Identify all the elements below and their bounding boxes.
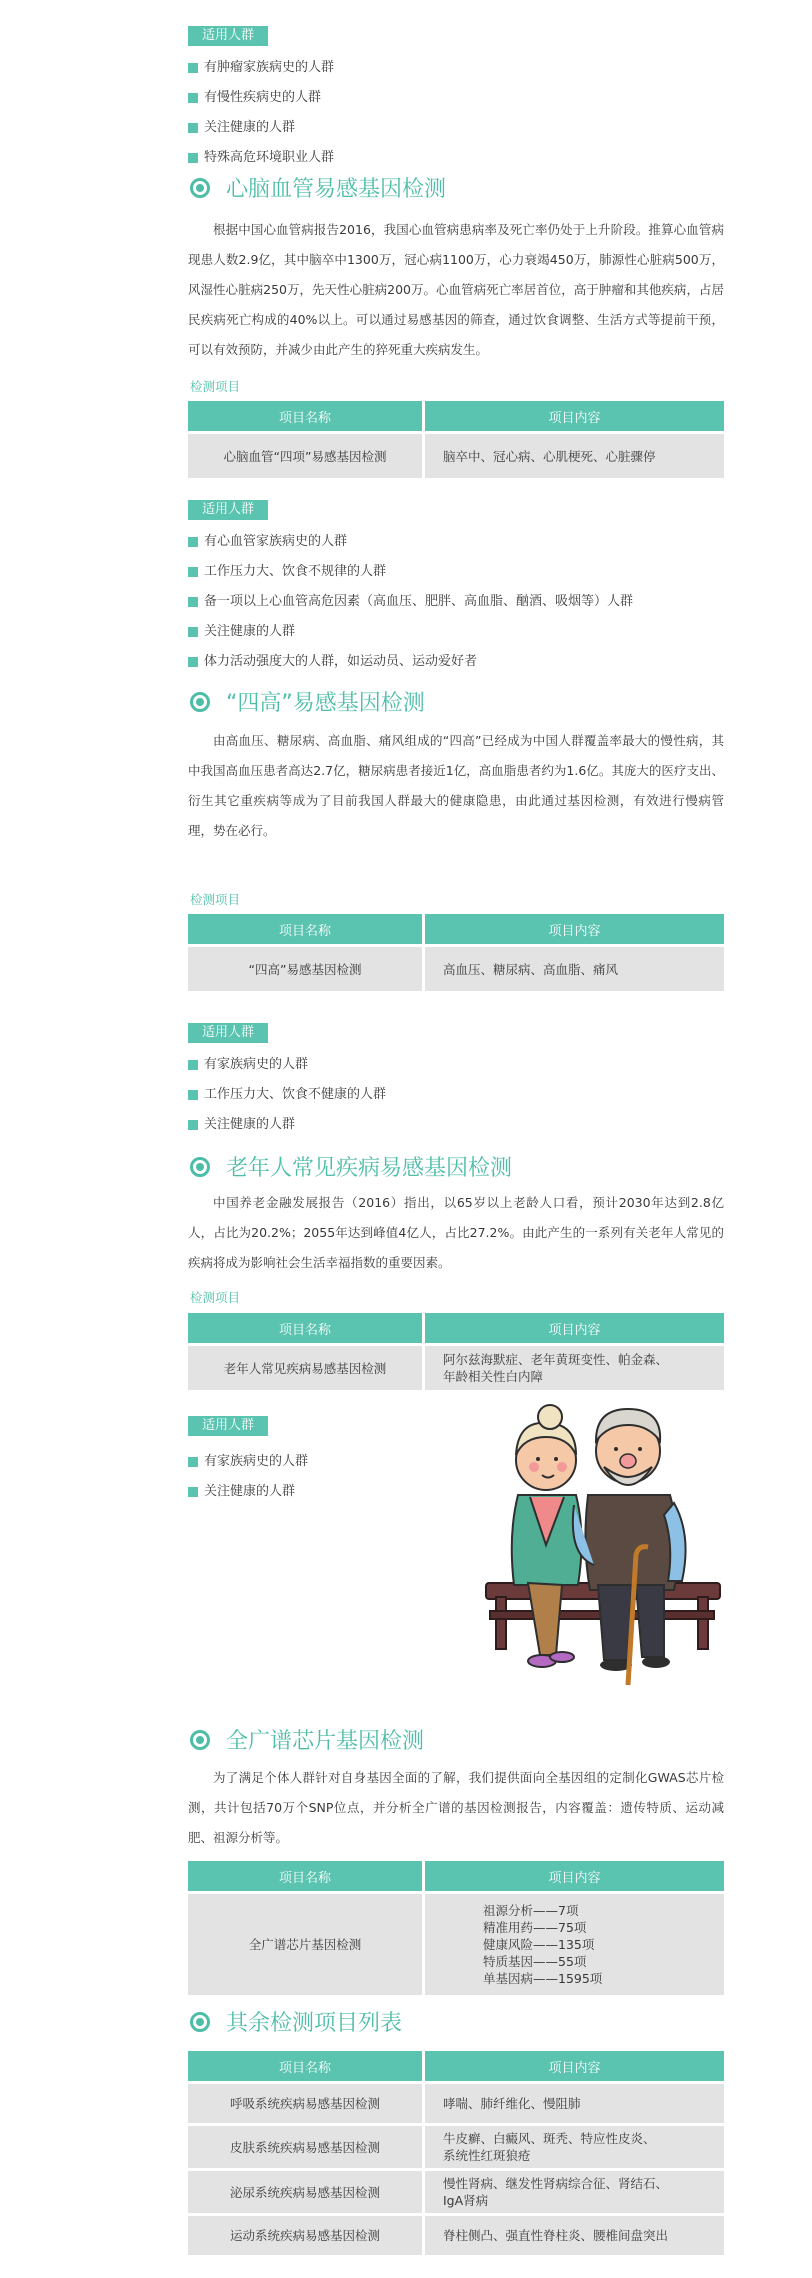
list-item: 工作压力大、饮食不规律的人群 (188, 561, 633, 591)
table-cell: 哮喘、肺纤维化、慢阻肺 (425, 2081, 724, 2123)
test-items-table (188, 401, 724, 478)
list-item: 有慢性疾病史的人群 (188, 87, 334, 117)
table-row (188, 2081, 724, 2123)
test-items-table (188, 1861, 724, 1995)
table-row (188, 1343, 724, 1390)
test-items-table (188, 1313, 724, 1390)
list-item: 关注健康的人群 (188, 1114, 386, 1144)
section-title-four-high: “四高”易感基因检测 (188, 688, 425, 720)
table-cell: 阿尔兹海默症、老年黄斑变性、帕金森、 年龄相关性白内障 (425, 1343, 724, 1390)
target-circle-icon (190, 1157, 210, 1177)
list-item: 有家族病史的人群 (188, 1054, 386, 1084)
table-header: 项目内容 (425, 1861, 724, 1891)
target-circle-icon (190, 692, 210, 712)
table-row (188, 431, 724, 478)
table-cell: 运动系统疾病易感基因检测 (188, 2213, 425, 2255)
list-item: 有肿瘤家族病史的人群 (188, 57, 334, 87)
other-items-table (188, 2051, 724, 2255)
target-circle-icon (190, 1730, 210, 1750)
sub-label: 检测项目 (190, 379, 241, 394)
table-cell: 祖源分析——7项 精准用药——75项 健康风险——135项 特质基因——55项 单基因病——1595项 (425, 1891, 724, 1995)
target-group-list (188, 531, 633, 681)
table-row (188, 2168, 724, 2213)
table-row (188, 944, 724, 991)
section-paragraph: 中国养老金融发展报告（2016）指出，以65岁以上老龄人口看，预计2030年达到2.8亿人，占比为20.2%；2055年达到峰值4亿人，占比27.2%。由此产生的一系列有关老年人常见的疾病将成为影响社会生活幸福指数的重要因素。 (188, 1195, 724, 1270)
table-cell: 牛皮癣、白癜风、斑秃、特应性皮炎、 系统性红斑狼疮 (425, 2123, 724, 2168)
table-cell: 泌尿系统疾病易感基因检测 (188, 2168, 425, 2213)
table-header: 项目名称 (188, 401, 425, 431)
section-paragraph: 由高血压、糖尿病、高血脂、痛风组成的“四高”已经成为中国人群覆盖率最大的慢性病，其中我国高血压患者高达2.7亿，糖尿病患者接近1亿，高血脂患者约为1.6亿。其庞大的医疗支出、衍生其它重疾病等成为了目前我国人群最大的健康隐患，由此通过基因检测，有效进行慢病管理，势在必行。 (188, 733, 724, 838)
test-items-table (188, 914, 724, 991)
table-row (188, 2123, 724, 2168)
table-cell: 老年人常见疾病易感基因检测 (188, 1343, 425, 1390)
target-group-tag: 适用人群 (188, 500, 268, 520)
table-header: 项目内容 (425, 914, 724, 944)
target-group-list (188, 1451, 308, 1511)
target-group-tag: 适用人群 (188, 1023, 268, 1043)
table-header: 项目内容 (425, 1313, 724, 1343)
list-item: 备一项以上心血管高危因素（高血压、肥胖、高血脂、酗酒、吸烟等）人群 (188, 591, 633, 621)
target-group-list (188, 1054, 386, 1144)
table-header: 项目内容 (425, 2051, 724, 2081)
target-group-tag: 适用人群 (188, 1416, 268, 1436)
target-circle-icon (190, 178, 210, 198)
section-paragraph: 为了满足个体人群针对自身基因全面的了解，我们提供面向全基因组的定制化GWAS芯片检测，共计包括70万个SNP位点，并分析全广谱的基因检测报告，内容覆盖：遗传特质、运动减肥、祖源分析等。 (188, 1770, 724, 1845)
table-row (188, 1891, 724, 1995)
table-cell: “四高”易感基因检测 (188, 944, 425, 991)
section-title-chip: 全广谱芯片基因检测 (188, 1726, 424, 1758)
table-header: 项目名称 (188, 914, 425, 944)
section-title-others: 其余检测项目列表 (188, 2008, 402, 2040)
list-item: 关注健康的人群 (188, 117, 334, 147)
sub-label: 检测项目 (190, 1290, 241, 1305)
table-row (188, 2213, 724, 2255)
list-item: 体力活动强度大的人群，如运动员、运动爱好者 (188, 651, 633, 681)
table-header: 项目名称 (188, 1313, 425, 1343)
table-header: 项目名称 (188, 2051, 425, 2081)
target-group-list (188, 57, 334, 177)
sub-label: 检测项目 (190, 892, 241, 907)
table-cell: 皮肤系统疾病易感基因检测 (188, 2123, 425, 2168)
table-cell: 呼吸系统疾病易感基因检测 (188, 2081, 425, 2123)
list-item: 有心血管家族病史的人群 (188, 531, 633, 561)
section-title-cardio: 心脑血管易感基因检测 (188, 174, 446, 206)
target-group-tag: 适用人群 (188, 26, 268, 46)
table-header: 项目名称 (188, 1861, 425, 1891)
section-title-elderly: 老年人常见疾病易感基因检测 (188, 1153, 512, 1185)
table-cell: 心脑血管“四项”易感基因检测 (188, 431, 425, 478)
list-item: 工作压力大、饮食不健康的人群 (188, 1084, 386, 1114)
table-cell: 脑卒中、冠心病、心肌梗死、心脏骤停 (425, 431, 724, 478)
list-item: 关注健康的人群 (188, 1481, 308, 1511)
table-header: 项目内容 (425, 401, 724, 431)
table-cell: 全广谱芯片基因检测 (188, 1891, 425, 1995)
section-paragraph: 根据中国心血管病报告2016，我国心血管病患病率及死亡率仍处于上升阶段。推算心血管病现患人数2.9亿，其中脑卒中1300万，冠心病1100万，心力衰竭450万，肺源性心脏病500万，风湿性心脏病250万，先天性心脏病200万。心血管病死亡率居首位，高于肿瘤和其他疾病，占居民疾病死亡构成的40%以上。可以通过易感基因的筛查，通过饮食调整、生活方式等提前干预，可以有效预防，并减少由此产生的猝死重大疾病发生。 (188, 222, 724, 357)
list-item: 特殊高危环境职业人群 (188, 147, 334, 177)
elderly-couple-illustration (478, 1385, 728, 1690)
table-cell: 高血压、糖尿病、高血脂、痛风 (425, 944, 724, 991)
list-item: 有家族病史的人群 (188, 1451, 308, 1481)
list-item: 关注健康的人群 (188, 621, 633, 651)
target-circle-icon (190, 2012, 210, 2032)
table-cell: 慢性肾病、继发性肾病综合征、肾结石、 IgA肾病 (425, 2168, 724, 2213)
table-cell: 脊柱侧凸、强直性脊柱炎、腰椎间盘突出 (425, 2213, 724, 2255)
